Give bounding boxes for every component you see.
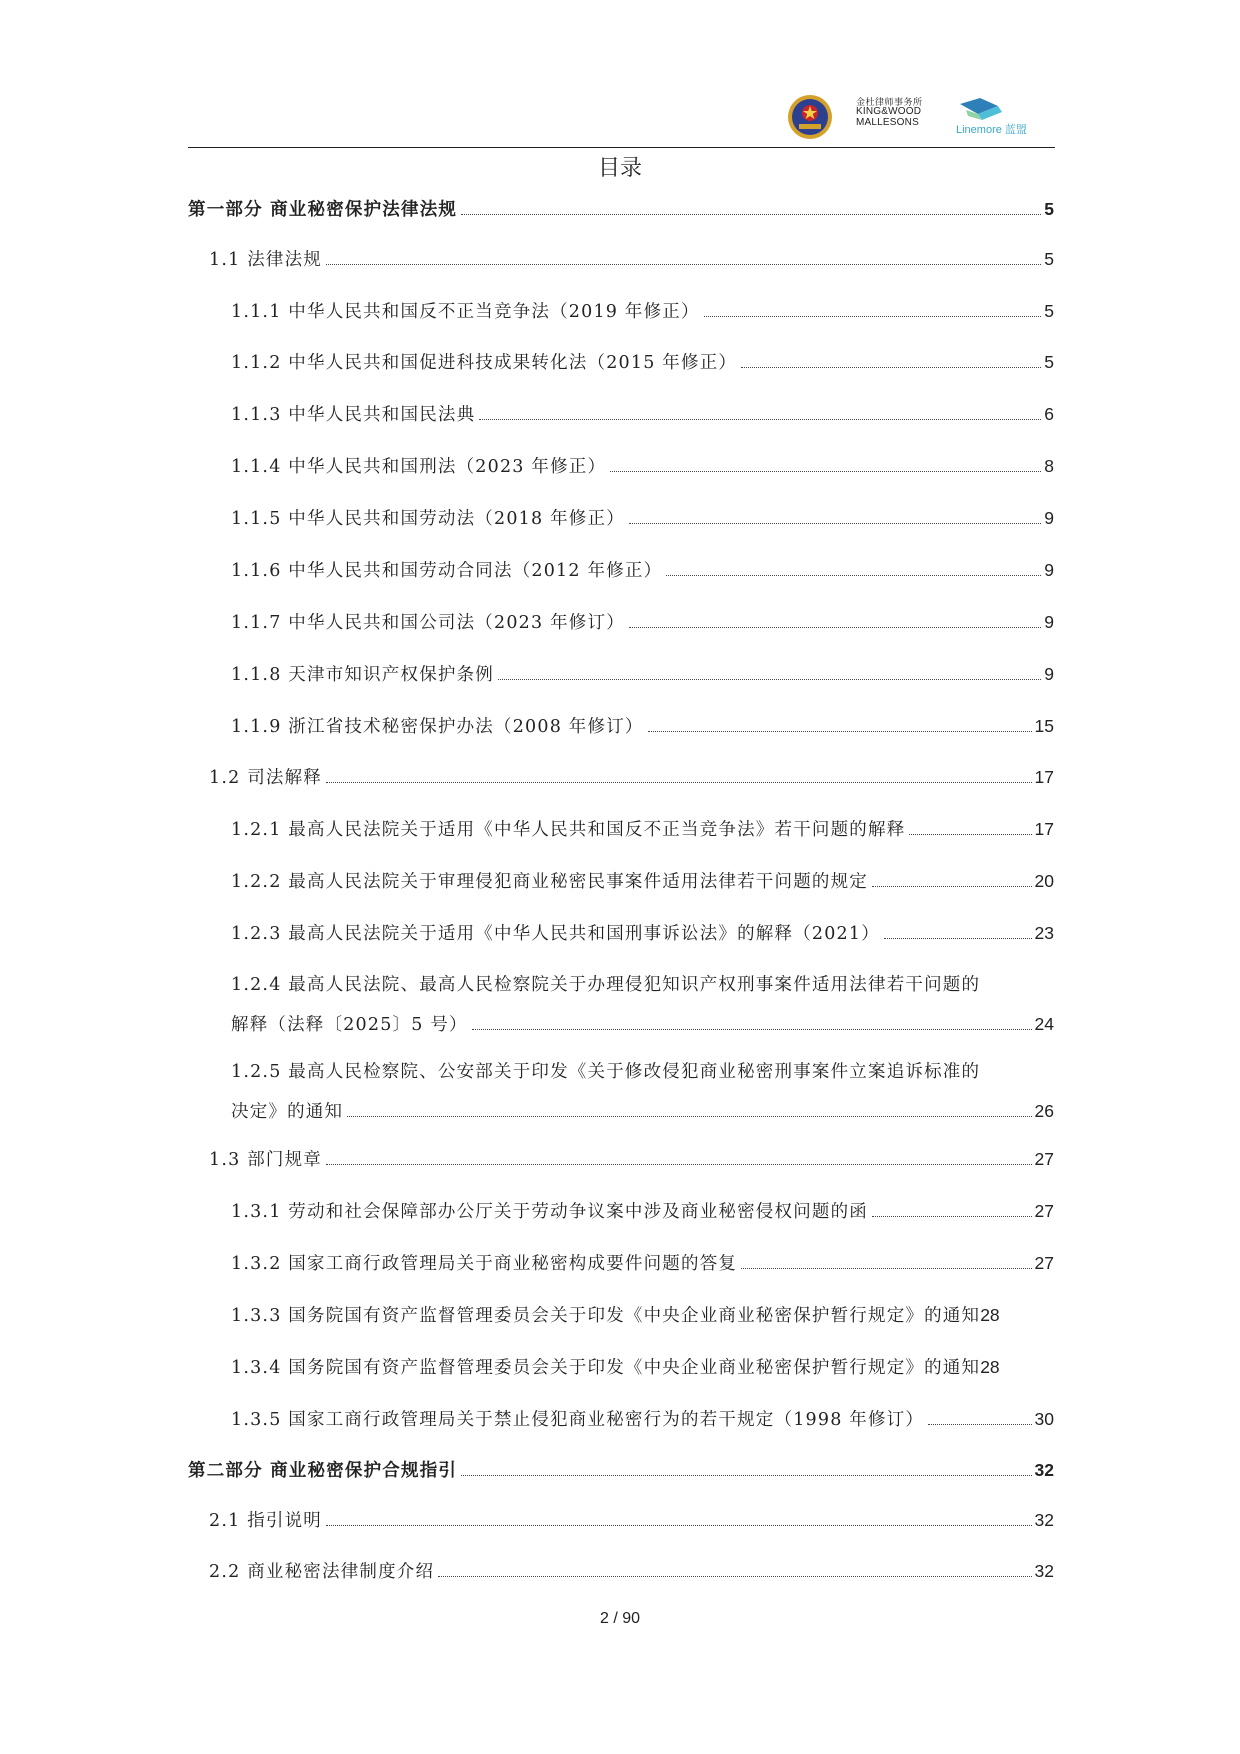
toc-entry-1-2[interactable]: 1.2 司法解释 17 — [209, 767, 1054, 788]
page-indicator: 2 / 90 — [599, 1610, 641, 1627]
linemore-mark-icon — [952, 96, 1032, 124]
linemore-logo — [952, 96, 1032, 136]
toc-entry-1-1-4[interactable]: 1.1.4 中华人民共和国刑法（2023 年修正） 8 — [231, 456, 1054, 477]
police-emblem-logo — [786, 92, 834, 142]
kwm-logo — [856, 98, 923, 128]
toc-entry-1-1-2[interactable]: 1.1.2 中华人民共和国促进科技成果转化法（2015 年修正） 5 — [231, 352, 1054, 373]
toc-entry-1-1[interactable]: 1.1 法律法规 5 — [209, 249, 1054, 270]
toc-entry-1-3-3[interactable]: 1.3.3 国务院国有资产监督管理委员会关于印发《中央企业商业秘密保护暂行规定》的通知 28 — [231, 1305, 1000, 1326]
kwm-logo-en-1: KING&WOOD — [856, 106, 922, 118]
kwm-logo-cn: 金杜律师事务所 — [856, 97, 923, 107]
toc-entry-part-1[interactable]: 第一部分 商业秘密保护法律法规 5 — [188, 199, 1054, 220]
linemore-logo-text: Linemore 蓝盟 — [956, 124, 1027, 136]
kwm-logo-en-2: MALLESONS — [856, 116, 919, 128]
toc-entry-part-2[interactable]: 第二部分 商业秘密保护合规指引 32 — [188, 1460, 1054, 1481]
toc-entry-1-2-2[interactable]: 1.2.2 最高人民法院关于审理侵犯商业秘密民事案件适用法律若干问题的规定 20 — [231, 871, 1054, 892]
header-rule — [188, 147, 1055, 148]
toc-entry-1-3-1[interactable]: 1.3.1 劳动和社会保障部办公厅关于劳动争议案中涉及商业秘密侵权问题的函 27 — [231, 1201, 1054, 1222]
toc-entry-1-3[interactable]: 1.3 部门规章 27 — [209, 1149, 1054, 1170]
toc-title: 目录 — [597, 156, 642, 181]
toc-entry-1-1-6[interactable]: 1.1.6 中华人民共和国劳动合同法（2012 年修正） 9 — [231, 560, 1054, 581]
toc-entry-1-1-7[interactable]: 1.1.7 中华人民共和国公司法（2023 年修订） 9 — [231, 612, 1054, 633]
toc-entry-1-1-1[interactable]: 1.1.1 中华人民共和国反不正当竞争法（2019 年修正） 5 — [231, 301, 1054, 322]
toc-entry-1-2-4[interactable]: 1.2.4 最高人民法院、最高人民检察院关于办理侵犯知识产权刑事案件适用法律若干问题的 解释（法释〔2025〕5 号） 24 — [231, 975, 1054, 1035]
toc-entry-2-2[interactable]: 2.2 商业秘密法律制度介绍 32 — [209, 1561, 1054, 1582]
toc-entry-1-1-9[interactable]: 1.1.9 浙江省技术秘密保护办法（2008 年修订） 15 — [231, 716, 1054, 737]
toc-entry-1-2-5[interactable]: 1.2.5 最高人民检察院、公安部关于印发《关于修改侵犯商业秘密刑事案件立案追诉标准的 决定》的通知 26 — [231, 1062, 1054, 1122]
toc-entry-1-3-5[interactable]: 1.3.5 国家工商行政管理局关于禁止侵犯商业秘密行为的若干规定（1998 年修订） 30 — [231, 1409, 1054, 1430]
toc-entry-1-1-5[interactable]: 1.1.5 中华人民共和国劳动法（2018 年修正） 9 — [231, 508, 1054, 529]
toc-entry-1-2-1[interactable]: 1.2.1 最高人民法院关于适用《中华人民共和国反不正当竞争法》若干问题的解释 17 — [231, 819, 1054, 840]
toc-entry-1-3-2[interactable]: 1.3.2 国家工商行政管理局关于商业秘密构成要件问题的答复 27 — [231, 1253, 1054, 1274]
toc-entry-1-1-8[interactable]: 1.1.8 天津市知识产权保护条例 9 — [231, 664, 1054, 685]
toc-entry-1-2-3[interactable]: 1.2.3 最高人民法院关于适用《中华人民共和国刑事诉讼法》的解释（2021） 23 — [231, 923, 1054, 944]
toc-entry-1-1-3[interactable]: 1.1.3 中华人民共和国民法典 6 — [231, 404, 1054, 425]
toc-entry-1-3-4[interactable]: 1.3.4 国务院国有资产监督管理委员会关于印发《中央企业商业秘密保护暂行规定》的通知 28 — [231, 1357, 1000, 1378]
toc-entry-2-1[interactable]: 2.1 指引说明 32 — [209, 1510, 1054, 1531]
